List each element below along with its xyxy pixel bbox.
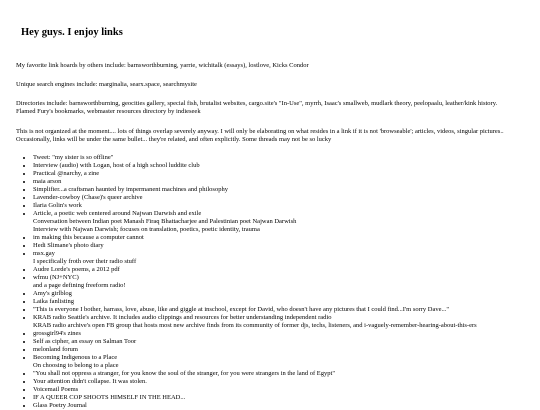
sub-link-text[interactable]: and a page defining freeform radio! xyxy=(33,282,126,289)
not-organized-line: Occasionally, links will be under the same bullet... they're related, and often explicitly. Some threads may not be so lucky xyxy=(16,136,332,143)
not-organized-paragraph xyxy=(16,128,526,144)
link-text[interactable]: Article, a poetic web centered around Najwan Darwish and exile xyxy=(33,210,202,217)
link-text[interactable]: msx.gay xyxy=(33,250,55,257)
list-item xyxy=(33,266,526,274)
sub-link-text[interactable]: Conversation between Indian poet Manash Firaq Bhattacharjee and Palestinian poet Najwan Darwish xyxy=(33,218,297,225)
link-text[interactable]: Hedi Slimane's photo diary xyxy=(33,242,104,249)
list-item xyxy=(33,338,526,346)
link-text[interactable]: Amy's girlblog xyxy=(33,290,72,297)
link-text[interactable]: Self as cipher, an essay on Salman Toor xyxy=(33,338,137,345)
list-item xyxy=(33,386,526,394)
list-item xyxy=(33,162,526,170)
list-item xyxy=(33,178,526,186)
sub-link-text[interactable]: Interview with Najwan Darwish; focuses on translation, poetics, poetic identity, trauma xyxy=(33,226,260,233)
list-item xyxy=(33,370,526,378)
list-item xyxy=(33,330,526,338)
sub-link-text[interactable]: KRAB radio archive's open FB group that hosts most new archive finds from its community of former djs, techs, listeners, and i-vaguely-remember-hearing-about-this-ers xyxy=(33,322,477,329)
list-item xyxy=(33,170,526,178)
list-item xyxy=(33,154,526,162)
list-item xyxy=(33,274,526,290)
link-text[interactable]: maia arson xyxy=(33,178,62,185)
list-item xyxy=(33,202,526,210)
search-engines-paragraph: Unique search engines include: marginalia, searx.space, searchmysite xyxy=(16,81,197,88)
link-text[interactable]: Laika fanlisting xyxy=(33,298,74,305)
list-item xyxy=(33,242,526,250)
directories-paragraph xyxy=(16,100,526,116)
list-item xyxy=(33,290,526,298)
link-text[interactable]: Becoming Indigenous to a Place xyxy=(33,354,118,361)
link-text[interactable]: Practical @narchy, a zine xyxy=(33,170,100,177)
directories-line: Directories include: barnsworthburning, geocities gallery, special fish, brutalist websites, cargo.site's "In-Use", myrrh, Isaac's smallweb, mudlark theory, peelopaalu, leather/kink history. xyxy=(16,100,498,107)
links-list xyxy=(16,154,526,410)
directories-line: Flamed Fury's bookmarks, webmaster resources directory by indieseek xyxy=(16,108,201,115)
list-item xyxy=(33,314,526,330)
list-item xyxy=(33,186,526,194)
link-text[interactable]: Tweet: "my sister is so offline" xyxy=(33,154,114,161)
link-text[interactable]: im making this because a computer cannot xyxy=(33,234,144,241)
list-item xyxy=(33,306,526,314)
link-text[interactable]: Ilaria Golin's work xyxy=(33,202,82,209)
link-text[interactable]: Your attention didn't collapse. It was stolen. xyxy=(33,378,147,385)
link-text[interactable]: Audre Lorde's poems, a 2012 pdf xyxy=(33,266,120,273)
link-text[interactable]: Interview (audio) with Logan, host of a high school luddite club xyxy=(33,162,200,169)
favorite-hoards-paragraph: My favorite link hoards by others include: barnsworthburning, yarrie, wichitalk (essays), lostlove, Kicks Condor xyxy=(16,62,309,69)
list-item xyxy=(33,346,526,354)
link-text[interactable]: "You shall not oppress a stranger, for you know the soul of the stranger, for you were strangers in the land of Egypt" xyxy=(33,370,335,377)
link-text[interactable]: Simplifier...a craftsman haunted by impermanent machines and philosophy xyxy=(33,186,228,193)
sub-link-text[interactable]: On choosing to belong to a place xyxy=(33,362,119,369)
link-text[interactable]: wfmu (NJ+NYC) xyxy=(33,274,79,281)
link-text[interactable]: grossgirl94's zines xyxy=(33,330,81,337)
link-text[interactable]: KRAB radio Seattle's archive. It includes audio clippings and resources for better understanding independent radio xyxy=(33,314,332,321)
page-title: Hey guys. I enjoy links xyxy=(21,27,123,38)
not-organized-line: This is not organized at the moment.... lots of things overlap severely anyway. I will only be elaborating on what resides in a link if it is not 'browseable'; articles, videos, singular pictures.. xyxy=(16,128,504,135)
link-text[interactable]: Voicemail Poems xyxy=(33,386,79,393)
sub-link-text[interactable]: I specifically froth over their radio stuff xyxy=(33,258,137,265)
link-text[interactable]: IF A QUEER COP SHOOTS HIMSELF IN THE HEAD... xyxy=(33,394,186,401)
link-text[interactable]: Glass Poetry Journal xyxy=(33,402,87,409)
list-item xyxy=(33,250,526,266)
list-item xyxy=(33,210,526,234)
link-text[interactable]: "This is everyone I bother, harrass, love, abuse, like and giggle at inschool, except for David, who doesn't have any pictures that I could find...I'm sorry Dave..." xyxy=(33,306,450,313)
list-item xyxy=(33,402,526,410)
list-item xyxy=(33,394,526,402)
list-item xyxy=(33,234,526,242)
list-item xyxy=(33,194,526,202)
link-text[interactable]: Lavender-cowboy (Chase)'s queer archive xyxy=(33,194,143,201)
list-item xyxy=(33,298,526,306)
list-item xyxy=(33,354,526,370)
list-item xyxy=(33,378,526,386)
link-text[interactable]: melonland forum xyxy=(33,346,78,353)
